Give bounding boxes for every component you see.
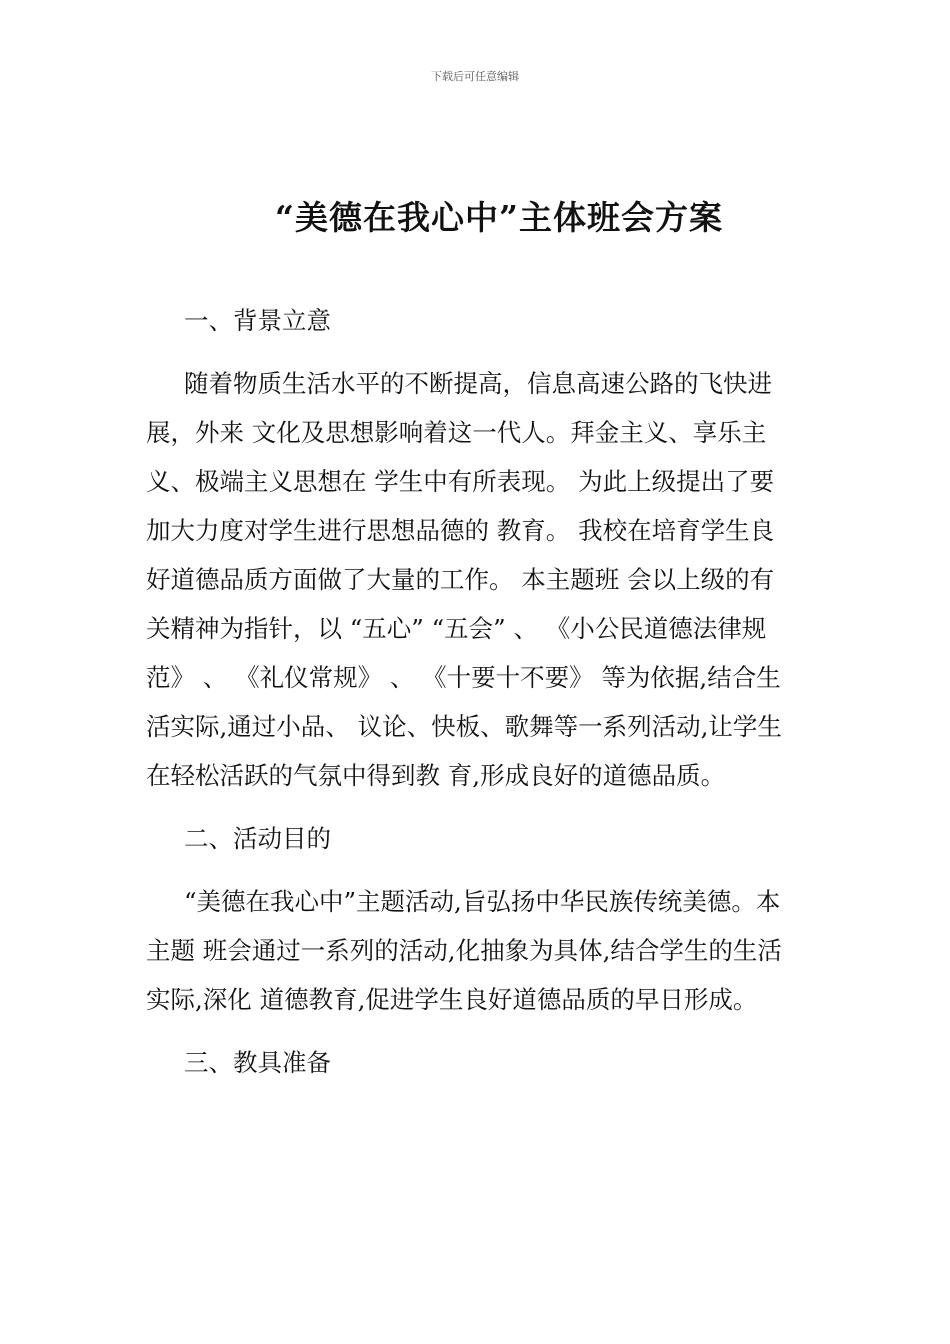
document-body [146,296,798,1087]
document-title: “美德在我心中”主体班会方案 [275,198,723,237]
section-paragraph-purpose: “美德在我心中”主题活动,旨弘扬中华民族传统美德。本主题 班会通过一系列的活动,化抽象为具体,结合学生的生活实际,深化 道德教育,促进学生良好道德品质的早日形成。 [146,887,782,1014]
section-paragraph-background: 随着物质生活水平的不断提高，信息高速公路的飞快进展，外来 文化及思想影响着这一代人。拜金主义、享乐主义、极端主义思想在 学生中有所表现。 为此上级提出了要加大力度对学生进行思想品德的 教育。 我校在培育学生良好道德品质方面做了大量的工作。 本主题班 会以上级的有关精神为指针，以 “五心” “五会” 、 《小公民道德法律规范》 、 《礼仪常规》 、 《十要十不要》 等为依据,结合生活实际,通过小品、 议论、快板、歌舞等一系列活动,让学生在轻松活跃的气氛中得到教 育,形成良好的道德品质。 [146,369,782,790]
section-heading-materials: 三、教具准备 [184,1048,331,1077]
section-heading-background: 一、背景立意 [184,306,331,335]
section-heading-purpose: 二、活动目的 [184,824,331,853]
page-header-note: 下载后可任意编辑 [431,70,519,83]
